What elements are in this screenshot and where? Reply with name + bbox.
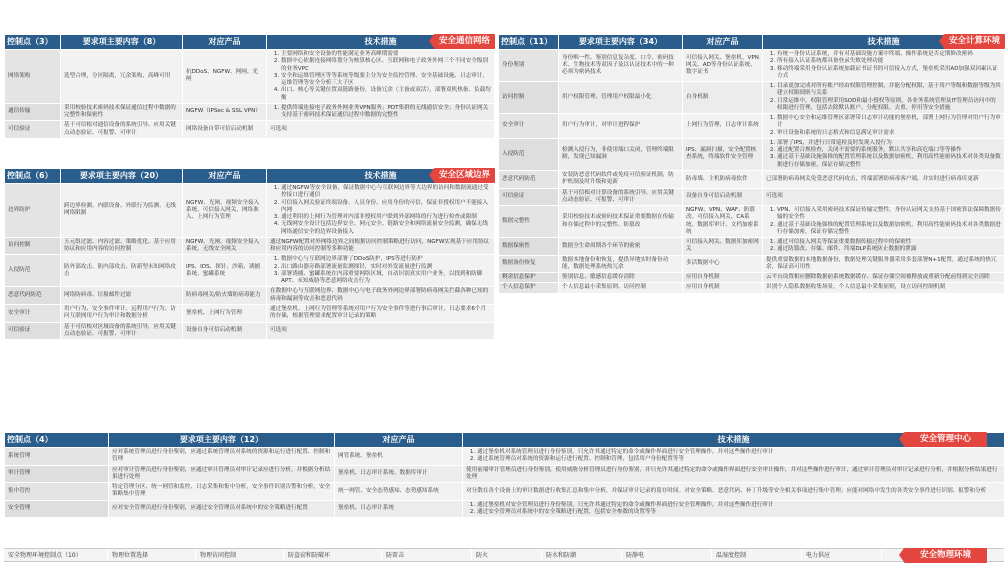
technical-measure-item: 1. 数据中心与互联网边界部署了DDoS防护，IPS等进行防护 <box>281 256 491 263</box>
technical-measure-item: 3. 通过利用的上网行为管理对内部非授权用户联到外部网络的行为进行检查或限制 <box>281 214 491 221</box>
compute-table <box>498 34 1005 294</box>
technical-measure-item: 3. 部署诱捕、蜜罐系统在内部重要网络区域，自动识别真实用户业务，以找到和防御APT、未知威胁等恶意网络攻击行为 <box>281 271 491 286</box>
control-point-cell: 数据保密性 <box>499 238 559 256</box>
technical-measure-cell <box>267 103 495 121</box>
header-requirement: 要求项主要内容（12） <box>109 433 335 448</box>
control-point-cell: 数据完整性 <box>499 206 559 238</box>
section-badge-compute: 安全计算环境 <box>944 34 1005 49</box>
technical-measure-cell: 可选项 <box>763 188 1005 206</box>
product-cell: 堡垒机、日志审计系统 <box>335 500 463 518</box>
control-point-cell: 安全审计 <box>5 304 61 322</box>
header-product: 对应产品 <box>335 433 463 448</box>
technical-measure-item: 2. 出口路由器旁路部署流量监测探针，实时对外发流量进行监测 <box>281 264 491 271</box>
table-row <box>5 483 1005 501</box>
requirement-cell: 五元组过滤、内容过滤、策略优化、基于应用协议和应用内容的访问控制 <box>61 237 183 255</box>
technical-measure-item: 1. 主要网络和安全设备的性能满足业务高峰期需要 <box>281 51 491 58</box>
table-row <box>499 188 1005 206</box>
physical-item: 防水和防潮 <box>542 549 622 561</box>
requirement-cell: 数据全生命周期各个环节的密密 <box>559 238 683 256</box>
table-row <box>499 255 1005 273</box>
requirement-cell: 用户行为、安全事件审计，远程用户行为、访问互联网用户行为审计和数据分析 <box>61 304 183 322</box>
header-requirement: 要求项主要内容（8） <box>61 35 183 50</box>
product-cell: 设备自身可信启动机制 <box>683 188 763 206</box>
control-point-cell: 边界防护 <box>5 184 61 238</box>
physical-item: 防盗窃和防破坏 <box>284 549 382 561</box>
table-row <box>5 50 495 104</box>
boundary-table <box>4 168 495 340</box>
technical-measure-item: 2. 审计设备和系统的日志格式和信息满足审计需求 <box>777 130 1001 137</box>
table-row <box>499 82 1005 114</box>
physical-control-point-label: 安全物理环境控制点（10） <box>4 549 108 561</box>
technical-measure-item: 4. 无线网安全设计包括边界安全、网元安全、链路安全和网络流量安全监测，确保无线网络通信安全的边界设备接入 <box>281 221 491 236</box>
product-cell: 上网行为管理，日志审计系统 <box>683 114 763 139</box>
technical-measure-cell <box>463 500 1005 518</box>
technical-measure-item: 4. 出口、核心等关键位置双链路备份，设备冗余（主备或双活），部署双机热备、负载均衡 <box>281 87 491 102</box>
technical-measure-cell: 云平台设置相应删除数据前系统数据缓存、保证存储空间被释放或重新分配前得到完全清除 <box>763 273 1005 283</box>
product-cell: 应用自身机制 <box>683 283 763 293</box>
technical-measure-list <box>766 239 1001 254</box>
table-row <box>5 103 495 121</box>
requirement-cell: 特定管理分区、统一网管和监控，日志采集和集中分析，安全事件识别告警和分析，安全策略集中管理 <box>109 483 335 501</box>
physical-item: 防静电 <box>622 549 712 561</box>
technical-measure-item: 2. 通过基于基础设施强推的配置管理系统以及数据加密机，利用高性能密码技术对各类数据进行存储加密，保证存储完整性 <box>777 222 1001 237</box>
product-cell: NGFW（IPSec & SSL VPN） <box>183 103 267 121</box>
table-row <box>499 238 1005 256</box>
header-technical: 技术措施 <box>267 35 495 50</box>
control-point-cell: 恶意代码防范 <box>499 170 559 188</box>
table-row <box>5 322 495 340</box>
technical-measure-list <box>270 185 491 236</box>
requirement-cell: 采用校验技术密码技术保证通信过程中数据的完整性和保密性 <box>61 103 183 121</box>
requirement-cell: 鉴别信息、敏感信息缓存清除 <box>559 273 683 283</box>
table-row <box>499 114 1005 139</box>
table-row <box>499 206 1005 238</box>
technical-measure-item: 1. 通过堡垒机对系统管理员进行身份鉴别，只允许其通过特定的命令或操作界面进行安全管理操作，并对这些操作进行审计 <box>477 449 1001 456</box>
technical-measure-list <box>766 83 1001 112</box>
technical-measure-list <box>466 502 1001 517</box>
control-point-cell: 通信传输 <box>5 103 61 121</box>
table-row <box>5 448 1005 466</box>
technical-measure-item: 1. VPN、可信接入采用密码技术保证传输完整性，身份认证网关支持基于国密算法保障数据传输的安全性 <box>777 207 1001 222</box>
section-badge-network: 安全通信网络 <box>434 34 495 49</box>
product-cell: NGFW、光闸、视频安全接入系统、可信接入网关、网络准入、上网行为管理 <box>183 184 267 238</box>
technical-measure-item: 2. 所有接入认证系统都具备登录失败处理功能 <box>777 58 1001 65</box>
technical-measure-cell: 识别个人隐私数据收集场景，个人信息最小采集原则，设立访问控制机制 <box>763 283 1005 293</box>
product-cell: 应用自身机制 <box>683 273 763 283</box>
requirement-cell: 用户权限管理、管理用户权限最小化 <box>559 82 683 114</box>
product-cell: 网管系统、堡垒机 <box>335 448 463 466</box>
technical-measure-cell <box>763 238 1005 256</box>
physical-environment-bar <box>4 548 1004 562</box>
product-cell: 可信接入网关、数据库加密网关 <box>683 238 763 256</box>
technical-measure-item: 3. 通过基于基础设施强推的配置管理系统以及数据加密机，利用高性能密码技术对各类设备数据进行存储加密，保证存储完整性 <box>777 154 1001 169</box>
header-requirement: 要求项主要内容（34） <box>559 35 683 50</box>
table-row <box>499 170 1005 188</box>
requirement-cell: 安装防恶意代码软件或免疫可信验证机制，防护机制及时升级和更新 <box>559 170 683 188</box>
technical-measure-cell: 在数据中心与互联网边界、数据中心与电子政务外网边界部署防病毒网关拦截各种已知的病毒和漏洞等攻击和恶意代码 <box>267 287 495 305</box>
technical-measure-cell <box>763 50 1005 82</box>
technical-measure-item: 3. 移动终端采用身份认证系统加载证书证书的可信接入方式，堡垒机采用AD加强双因素认证方式 <box>777 66 1001 81</box>
control-point-cell: 系统管理 <box>5 448 109 466</box>
technical-measure-cell <box>763 206 1005 238</box>
technical-measure-item: 1. 部署了IPS，并进行日常巡检及时发现入侵行为 <box>777 140 1001 147</box>
header-requirement: 要求项主要内容（20） <box>61 169 183 184</box>
product-cell: IPS、漏洞扫描，安全配置核查系统，终端软件安全管理 <box>683 138 763 170</box>
product-cell: 抗DDoS、NGFW、网闸、光闸 <box>183 50 267 104</box>
product-cell: 设备自身可信启动机制 <box>183 322 267 340</box>
technical-measure-item: 1. 通过NGFW等安全设备，保证数据中心与互联网边界等大边界的访问和数据流通过受控接口进行通信 <box>281 185 491 200</box>
requirement-cell: 应对系统管理员进行身份鉴别，应通过系统管理员对系统的资源和运行进行配置、控制和管理 <box>109 448 335 466</box>
header-product: 对应产品 <box>683 35 763 50</box>
table-row <box>5 121 495 139</box>
requirement-cell: 防外部攻击、防内部攻击、防新型未知网络攻击 <box>61 255 183 287</box>
header-technical: 技术措施 <box>267 169 495 184</box>
control-point-cell: 数据备份恢复 <box>499 255 559 273</box>
technical-measure-cell <box>267 184 495 238</box>
table-row <box>499 283 1005 293</box>
product-cell: 可信接入网关、堡垒机、VPN网关、AD等身份认证系统、数字证书 <box>683 50 763 82</box>
technical-measure-item: 2. 日常运维中，权限管理采用SOD和最小授权等原则，各业务系统管理及IT管理员访问中的权限进行管理，包括去除默认账户、分配权限、去重、停用等安全措施 <box>777 98 1001 113</box>
technical-measure-cell <box>463 448 1005 466</box>
requirement-cell: 数据本地备份和恢复，提供异地实时备份功能，数据处理系统热冗余 <box>559 255 683 273</box>
control-point-cell: 剩余信息保护 <box>499 273 559 283</box>
requirement-cell: 身份唯一性、鉴别信息复杂度、口令、密码技术、生物技术等双因子及以认证技术中的一种必须为密码技术 <box>559 50 683 82</box>
product-cell: 多活数据中心 <box>683 255 763 273</box>
technical-measure-item: 1. 通过可信接入网关等保证重要数据传输过程中的保密性 <box>777 239 1001 246</box>
control-point-cell: 访问控制 <box>499 82 559 114</box>
control-point-cell: 安全审计 <box>499 114 559 139</box>
requirement-cell: 基于可信根对区域设备的系统引导，应用关键点动态验证、可报警、可审计 <box>61 322 183 340</box>
header-product: 对应产品 <box>183 35 267 50</box>
physical-item: 防火 <box>472 549 542 561</box>
technical-measure-cell <box>267 50 495 104</box>
control-point-cell: 可信验证 <box>5 121 61 139</box>
requirement-cell: 个人信息最小采集原则、访问控制 <box>559 283 683 293</box>
technical-measure-cell: 已部署防病毒网关免受恶意代码攻击，终端部署防病毒客户端，并实时进行病毒库更新 <box>763 170 1005 188</box>
control-point-cell: 可信验证 <box>5 322 61 340</box>
control-point-cell: 访问控制 <box>5 237 61 255</box>
table-row <box>5 184 495 238</box>
physical-item: 防雷击 <box>382 549 472 561</box>
product-cell: 统一网管、安全态势感知、态势感知系统 <box>335 483 463 501</box>
requirement-cell: 选型合理，分区隔离，冗余架构，高峰可用 <box>61 50 183 104</box>
technical-measure-item: 1. 数据中心安全和运维管理区部署带日志审计功能的堡垒机，部署上网行为管理对用户行为审计 <box>777 115 1001 130</box>
technical-measure-item: 2. 通过配置合规检查，关闭不需要的系统服务，默认共享和高危端口等等操作 <box>777 147 1001 154</box>
technical-measure-cell: 使用前端审计管理员进行身份鉴别，使用威胁分析管理员进行身份鉴别，并只允许其通过特定的命令或操作界面进行安全审计操作，并对这些操作进行审计，通过审计管理员对审计记录进行分析，并根据分析结果进行处理 <box>463 465 1005 483</box>
requirement-cell: 网络防病毒、垃圾邮件过滤 <box>61 287 183 305</box>
technical-measure-cell: 通过NGFW配置对外网络边界之间根据访问控制策略进行访问，NGFW实现基于应用协议和应用内容的访问控制等多种功能 <box>267 237 495 255</box>
technical-measure-list <box>766 140 1001 169</box>
technical-measure-item: 1. 通过堡垒机对安全管理员进行身份鉴别，只允许其通过特定的命令或操作界面进行安全管理操作，并对这些操作进行审计 <box>477 502 1001 509</box>
technical-measure-cell: 通过堡垒机、上网行为管理等系统对用户行为安全事件等进行事后审计，日志要求6个月的存储，根据管理要求配置审计记录的策略 <box>267 304 495 322</box>
physical-item: 物理访问控制 <box>196 549 284 561</box>
product-cell: 堡垒机、日志审计系统、数据库审计 <box>335 465 463 483</box>
product-cell: 网络设备自带可信启动机制 <box>183 121 267 139</box>
technical-measure-item: 2. 通过防篡改、存储、邮件、终端DLP系统防止数据的泄露 <box>777 246 1001 253</box>
requirement-cell: 应对安全管理员进行身份鉴别，应通过安全管理员对系统中的安全策略进行配置 <box>109 500 335 518</box>
product-cell: 防病毒网关/防火墙防病毒能力 <box>183 287 267 305</box>
control-point-cell: 入侵防范 <box>499 138 559 170</box>
table-row <box>499 50 1005 82</box>
control-point-cell: 可信验证 <box>499 188 559 206</box>
technical-measure-cell: 对分散在各个设备上的审计数据进行收集汇总和集中分析，并保证审计记录的留存时间。对安全策略、恶意代码、补丁升级等安全相关事项进行集中管理；应能对网络中发生的各类安全事件进行识别、报警和分析 <box>463 483 1005 501</box>
table-row <box>5 287 495 305</box>
header-control-point: 控制点（3） <box>5 35 61 50</box>
technical-measure-cell: 可选项 <box>267 322 495 340</box>
control-point-cell: 安全管理 <box>5 500 109 518</box>
product-cell: NGFW、VPN、WAF、防篡改、可信接入网关、CA系统、数据库审计、文档加密系统 <box>683 206 763 238</box>
technical-measure-item: 2. 可信接入网关验证终端设备、人员身份、应用身份的可信，保证非授权用户不能接入内网 <box>281 200 491 215</box>
table-row <box>5 304 495 322</box>
control-point-cell: 入侵防范 <box>5 255 61 287</box>
technical-measure-item: 1. 提供终端连接电子政务外网业务VPN服务；PDT集群的无线通信安全；身份认证网关支持基于密码技术保证通信过程中数据的完整性 <box>281 105 491 120</box>
network-table <box>4 34 495 139</box>
technical-measure-list <box>270 256 491 285</box>
table-row <box>5 500 1005 518</box>
section-badge-physical: 安全物理环境 <box>904 548 987 563</box>
requirement-cell: 用户行为审计，对审计进程保护 <box>559 114 683 139</box>
requirement-cell: 基于可信根对计算设备的系统引导、应用关键点动态验证、可报警、可审计 <box>559 188 683 206</box>
requirement-cell: 检测入侵行为，非使用端口关闭，管理终端限制，发现已知漏洞 <box>559 138 683 170</box>
technical-measure-list <box>270 51 491 102</box>
technical-measure-list <box>766 51 1001 80</box>
physical-item: 电力供应 <box>802 549 882 561</box>
technical-measure-item: 2. 通过系统管理员对系统的资源和运行进行配置、控制和管理，包括用户身份配置等等 <box>477 456 1001 463</box>
product-cell: 堡垒机、上网行为管理 <box>183 304 267 322</box>
header-control-point: 控制点（11） <box>499 35 559 50</box>
header-control-point: 控制点（6） <box>5 169 61 184</box>
product-cell: IPS、IDS、探针、沙箱、诱捕系统、蜜罐系统 <box>183 255 267 287</box>
technical-measure-cell <box>763 82 1005 114</box>
product-cell: 自身机制 <box>683 82 763 114</box>
product-cell: NGFW、光闸、视频安全接入系统、无线安全网关 <box>183 237 267 255</box>
requirement-cell: 应对审计管理员进行身份鉴别，应通过审计管理员对审计记录应进行分析，并根据分析结果进行处理 <box>109 465 335 483</box>
table-row <box>499 273 1005 283</box>
control-point-cell: 个人信息保护 <box>499 283 559 293</box>
technical-measure-list <box>270 105 491 120</box>
table-row <box>5 465 1005 483</box>
technical-measure-cell <box>267 255 495 287</box>
section-badge-management: 安全管理中心 <box>904 432 987 447</box>
table-row <box>499 138 1005 170</box>
header-technical: 技术措施 <box>463 433 1005 448</box>
technical-measure-list <box>766 115 1001 137</box>
control-point-cell: 集中管控 <box>5 483 109 501</box>
section-badge-boundary: 安全区域边界 <box>434 168 495 183</box>
requirement-cell: 跨边界检测、内联设备、外联行为监测、无线网络限制 <box>61 184 183 238</box>
control-point-cell: 网络架构 <box>5 50 61 104</box>
product-cell: 防毒墙、主机防病毒软件 <box>683 170 763 188</box>
control-point-cell: 身份鉴别 <box>499 50 559 82</box>
table-row <box>5 255 495 287</box>
technical-measure-item: 2. 通过安全管理员对系统中的安全策略进行配置，包括安全参数的设置等等 <box>477 509 1001 516</box>
control-point-cell: 审计管理 <box>5 465 109 483</box>
technical-measure-cell: 可选项 <box>267 121 495 139</box>
header-technical: 技术措施 <box>763 35 1005 50</box>
table-row <box>5 237 495 255</box>
header-control-point: 控制点（4） <box>5 433 109 448</box>
technical-measure-cell <box>763 138 1005 170</box>
physical-item: 物理位置选择 <box>108 549 196 561</box>
physical-item: 温湿度控制 <box>712 549 802 561</box>
technical-measure-cell <box>763 114 1005 139</box>
requirement-cell: 基于可信根对通信设备的系统引导、应用关键点动态验证、可报警、可审计 <box>61 121 183 139</box>
management-table <box>4 432 1005 518</box>
header-product: 对应产品 <box>183 169 267 184</box>
requirement-cell: 采用校验技术或密码技术保证重要数据在传输和存储过程中的完整性、防篡改 <box>559 206 683 238</box>
technical-measure-item: 1. 目录更加完成对所有账户经由权限管理控制，并能分配权限，基于用户等级和数据等级为其建立权限细则与关系 <box>777 83 1001 98</box>
technical-measure-item: 1. 有统一身份认证系统，并有对基础设施方案中终端、操作系统是否定期修改密码 <box>777 51 1001 58</box>
technical-measure-list <box>766 207 1001 236</box>
technical-measure-item: 2. 数据中心依据连接网络划分为核算核心区、互联网和电子政务外网三个不同安全级别的业务VPC <box>281 58 491 73</box>
control-point-cell: 恶意代码防范 <box>5 287 61 305</box>
technical-measure-cell: 提供重要数据的本地数据备份，数据处理关键服务器采用多套部署N+1配置，通过系统的热冗余，保证高可用性 <box>763 255 1005 273</box>
technical-measure-item: 3. 安全和运维管理区等等系统等级要主分为安全监控管理、安全基础设施、日志审计、运维管理等安全分析三大子区 <box>281 73 491 88</box>
technical-measure-list <box>466 449 1001 464</box>
